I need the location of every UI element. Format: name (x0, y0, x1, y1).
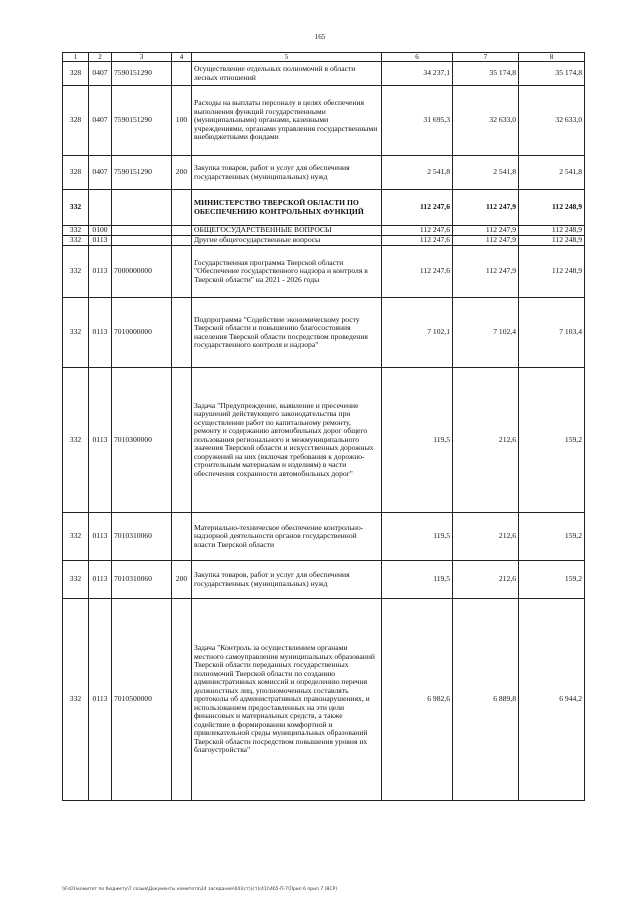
amount-cell: 112 247,9 (453, 226, 519, 236)
budget-table (62, 52, 585, 801)
expense-type-cell (172, 236, 192, 246)
target-article-cell (112, 226, 172, 236)
section-code-cell: 0407 (89, 86, 112, 156)
target-article-cell: 7590151290 (112, 86, 172, 156)
amount-cell: 112 248,9 (519, 190, 585, 226)
amount-cell: 35 174,8 (453, 62, 519, 86)
ministry-code-cell: 332 (63, 561, 89, 599)
amount-cell: 112 247,9 (453, 236, 519, 246)
description-cell: Осуществление отдельных полномочий в области лесных отношений (192, 62, 382, 86)
section-code-cell: 0113 (89, 561, 112, 599)
amount-cell: 2 541,8 (382, 156, 453, 190)
section-code-cell: 0113 (89, 599, 112, 801)
target-article-cell: 7590151290 (112, 62, 172, 86)
table-row (63, 190, 585, 226)
target-article-cell: 7590151290 (112, 156, 172, 190)
header-cell: 2 (89, 53, 112, 62)
amount-cell: 112 248,9 (519, 226, 585, 236)
amount-cell: 6 889,8 (453, 599, 519, 801)
amount-cell: 6 982,6 (382, 599, 453, 801)
header-cell: 6 (382, 53, 453, 62)
header-cell: 3 (112, 53, 172, 62)
ministry-code-cell: 328 (63, 156, 89, 190)
amount-cell: 159,2 (519, 368, 585, 513)
target-article-cell: 7010500000 (112, 599, 172, 801)
amount-cell: 159,2 (519, 561, 585, 599)
expense-type-cell (172, 368, 192, 513)
amount-cell: 2 541,8 (453, 156, 519, 190)
page-number: 165 (314, 33, 326, 41)
description-cell: Подпрограмма "Содействие экономическому росту Тверской области и повышению благосостояния населения Тверской области посредством проведения государственного контроля и надзора" (192, 298, 382, 368)
amount-cell: 112 247,9 (453, 190, 519, 226)
description-cell: Расходы на выплаты персоналу в целях обеспечения выполнения функций государственными (муниципальными) органами, казенными учреждениями, органами управления государственными внебюджетными фондами (192, 86, 382, 156)
section-code-cell: 0100 (89, 226, 112, 236)
expense-type-cell (172, 513, 192, 561)
amount-cell: 112 247,6 (382, 236, 453, 246)
amount-cell: 112 248,9 (519, 236, 585, 246)
expense-type-cell: 200 (172, 561, 192, 599)
table-row (63, 156, 585, 190)
amount-cell: 112 247,6 (382, 190, 453, 226)
amount-cell: 112 247,9 (453, 246, 519, 298)
amount-cell: 7 102,4 (453, 298, 519, 368)
expense-type-cell (172, 298, 192, 368)
ministry-code-cell: 332 (63, 236, 89, 246)
amount-cell: 212,6 (453, 561, 519, 599)
expense-type-cell (172, 226, 192, 236)
table-row (63, 513, 585, 561)
table-row (63, 86, 585, 156)
expense-type-cell (172, 599, 192, 801)
amount-cell: 32 633,0 (519, 86, 585, 156)
ministry-code-cell: 332 (63, 190, 89, 226)
table-row (63, 368, 585, 513)
ministry-code-cell: 332 (63, 298, 89, 368)
ministry-code-cell: 328 (63, 62, 89, 86)
header-cell: 1 (63, 53, 89, 62)
target-article-cell: 7000000000 (112, 246, 172, 298)
amount-cell: 34 237,1 (382, 62, 453, 86)
section-code-cell: 0113 (89, 298, 112, 368)
ministry-code-cell: 332 (63, 246, 89, 298)
ministry-code-cell: 332 (63, 513, 89, 561)
table-row (63, 236, 585, 246)
amount-cell: 31 695,3 (382, 86, 453, 156)
amount-cell: 7 103,4 (519, 298, 585, 368)
amount-cell: 32 633,0 (453, 86, 519, 156)
description-cell: ОБЩЕГОСУДАРСТВЕННЫЕ ВОПРОСЫ (192, 226, 382, 236)
description-cell: Задача "Предупреждение, выявление и пресечение нарушений действующего законодательства при осуществлении работ по капитальному ремонту, ремонту и содержанию автомобильных дорог общего пользования регионального и межмуниципального значения Тверской области и искусственных дорожных сооружений на них (включая требования к дорожно-строительным материалам и изделиям) в части обеспечения сохранности автомобильных дорог" (192, 368, 382, 513)
section-code-cell (89, 190, 112, 226)
description-cell: МИНИСТЕРСТВО ТВЕРСКОЙ ОБЛАСТИ ПО ОБЕСПЕЧЕНИЮ КОНТРОЛЬНЫХ ФУНКЦИЙ (192, 190, 382, 226)
amount-cell: 112 248,9 (519, 246, 585, 298)
description-cell: Государственная программа Тверской области "Обеспечение государственного надзора и контроля в Тверской области" на 2021 - 2026 годы (192, 246, 382, 298)
table-row (63, 298, 585, 368)
section-code-cell: 0407 (89, 62, 112, 86)
description-cell: Материально-техническое обеспечение контрольно-надзорной деятельности органов государственной власти Тверской области (192, 513, 382, 561)
header-cell: 7 (453, 53, 519, 62)
amount-cell: 119,5 (382, 513, 453, 561)
amount-cell: 112 247,6 (382, 226, 453, 236)
description-cell: Закупка товаров, работ и услуг для обеспечения государственных (муниципальных) нужд (192, 156, 382, 190)
amount-cell: 2 541,8 (519, 156, 585, 190)
target-article-cell (112, 236, 172, 246)
section-code-cell: 0113 (89, 513, 112, 561)
amount-cell: 212,6 (453, 368, 519, 513)
description-cell: Задача "Контроль за осуществлением органами местного самоуправления муниципальных образований Тверской области переданных государственных полномочий Тверской области по созданию административных комиссий и определению перечня должностных лиц, уполномоченных составлять протоколы об административных правонарушениях, и использованием предоставленных на эти цели финансовых и материальных средств, а также содействие в формировании комфортной и привлекательной среды муниципальных образований Тверской области посредством повышения уровня их благоустройства" (192, 599, 382, 801)
amount-cell: 6 944,2 (519, 599, 585, 801)
section-code-cell: 0113 (89, 246, 112, 298)
target-article-cell: 7010300000 (112, 368, 172, 513)
target-article-cell: 7010310060 (112, 513, 172, 561)
section-code-cell: 0113 (89, 236, 112, 246)
target-article-cell: 7010310060 (112, 561, 172, 599)
ministry-code-cell: 332 (63, 599, 89, 801)
amount-cell: 112 247,6 (382, 246, 453, 298)
amount-cell: 119,5 (382, 561, 453, 599)
amount-cell: 7 102,1 (382, 298, 453, 368)
header-cell: 4 (172, 53, 192, 62)
section-code-cell: 0407 (89, 156, 112, 190)
table-row (63, 62, 585, 86)
ministry-code-cell: 328 (63, 86, 89, 156)
amount-cell: 35 174,8 (519, 62, 585, 86)
table-row (63, 226, 585, 236)
section-code-cell: 0113 (89, 368, 112, 513)
target-article-cell (112, 190, 172, 226)
description-cell: Закупка товаров, работ и услуг для обеспечения государственных (муниципальных) нужд (192, 561, 382, 599)
ministry-code-cell: 332 (63, 368, 89, 513)
header-cell: 8 (519, 53, 585, 62)
target-article-cell: 7010000000 (112, 298, 172, 368)
expense-type-cell (172, 246, 192, 298)
table-header-row (63, 53, 585, 62)
table-row (63, 246, 585, 298)
amount-cell: 119,5 (382, 368, 453, 513)
amount-cell: 159,2 (519, 513, 585, 561)
expense-type-cell (172, 190, 192, 226)
table-row (63, 561, 585, 599)
expense-type-cell (172, 62, 192, 86)
footer-file-path: \\Fs01\комитет по бюджету\7 созыв\Документы комитета\24 заседание\04)(ст)(ст)(41)\465-П-7\Прил 6 прил 7 (ВСР) (62, 887, 338, 892)
expense-type-cell: 200 (172, 156, 192, 190)
table-row (63, 599, 585, 801)
header-cell: 5 (192, 53, 382, 62)
ministry-code-cell: 332 (63, 226, 89, 236)
expense-type-cell: 100 (172, 86, 192, 156)
amount-cell: 212,6 (453, 513, 519, 561)
description-cell: Другие общегосударственные вопросы (192, 236, 382, 246)
